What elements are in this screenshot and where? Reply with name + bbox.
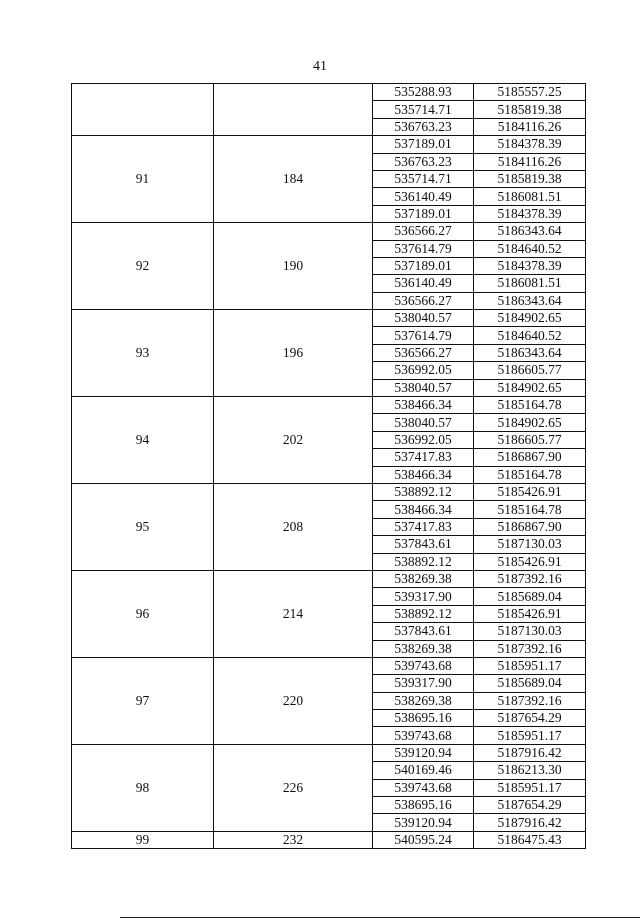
x-coordinate-cell: 538040.57 — [373, 414, 474, 431]
group-value-cell: 220 — [214, 657, 373, 744]
group-value-cell: 232 — [214, 831, 373, 848]
y-coordinate-cell: 5186605.77 — [474, 362, 586, 379]
y-coordinate-cell: 5184902.65 — [474, 310, 586, 327]
x-coordinate-cell: 538892.12 — [373, 553, 474, 570]
y-coordinate-cell: 5185164.78 — [474, 501, 586, 518]
x-coordinate-cell: 537417.83 — [373, 449, 474, 466]
y-coordinate-cell: 5185819.38 — [474, 101, 586, 118]
y-coordinate-cell: 5184640.52 — [474, 327, 586, 344]
x-coordinate-cell: 538695.16 — [373, 710, 474, 727]
table-row — [72, 657, 586, 674]
y-coordinate-cell: 5185164.78 — [474, 397, 586, 414]
y-coordinate-cell: 5187392.16 — [474, 570, 586, 587]
group-id-cell: 95 — [72, 483, 214, 570]
x-coordinate-cell: 539743.68 — [373, 779, 474, 796]
y-coordinate-cell: 5186343.64 — [474, 344, 586, 361]
x-coordinate-cell: 537417.83 — [373, 518, 474, 535]
page-bottom-border — [120, 917, 640, 918]
y-coordinate-cell: 5187392.16 — [474, 692, 586, 709]
group-value-cell: 214 — [214, 570, 373, 657]
y-coordinate-cell: 5186867.90 — [474, 518, 586, 535]
y-coordinate-cell: 5185689.04 — [474, 588, 586, 605]
y-coordinate-cell: 5185819.38 — [474, 170, 586, 187]
x-coordinate-cell: 536763.23 — [373, 153, 474, 170]
group-value-cell: 184 — [214, 136, 373, 223]
group-value-cell: 190 — [214, 223, 373, 310]
x-coordinate-cell: 536566.27 — [373, 223, 474, 240]
x-coordinate-cell: 539317.90 — [373, 588, 474, 605]
table-row — [72, 744, 586, 761]
group-id-cell: 97 — [72, 657, 214, 744]
x-coordinate-cell: 538269.38 — [373, 640, 474, 657]
table-row — [72, 831, 586, 848]
x-coordinate-cell: 538695.16 — [373, 797, 474, 814]
group-id-cell: 96 — [72, 570, 214, 657]
y-coordinate-cell: 5187916.42 — [474, 744, 586, 761]
x-coordinate-cell: 537843.61 — [373, 623, 474, 640]
table-row — [72, 310, 586, 327]
table-row — [72, 136, 586, 153]
y-coordinate-cell: 5187392.16 — [474, 640, 586, 657]
y-coordinate-cell: 5186213.30 — [474, 762, 586, 779]
y-coordinate-cell: 5186343.64 — [474, 223, 586, 240]
x-coordinate-cell: 538040.57 — [373, 379, 474, 396]
y-coordinate-cell: 5184378.39 — [474, 136, 586, 153]
y-coordinate-cell: 5185164.78 — [474, 466, 586, 483]
x-coordinate-cell: 537614.79 — [373, 327, 474, 344]
table-row — [72, 570, 586, 587]
group-id-cell: 92 — [72, 223, 214, 310]
group-id-cell: 93 — [72, 310, 214, 397]
table-row — [72, 84, 586, 101]
coordinates-table — [71, 83, 586, 849]
x-coordinate-cell: 536566.27 — [373, 344, 474, 361]
y-coordinate-cell: 5185426.91 — [474, 605, 586, 622]
y-coordinate-cell: 5187130.03 — [474, 623, 586, 640]
coordinates-table-body — [72, 84, 586, 849]
y-coordinate-cell: 5186343.64 — [474, 292, 586, 309]
x-coordinate-cell: 537189.01 — [373, 205, 474, 222]
x-coordinate-cell: 536140.49 — [373, 188, 474, 205]
group-value-cell: 208 — [214, 483, 373, 570]
x-coordinate-cell: 538269.38 — [373, 570, 474, 587]
group-id-cell: 99 — [72, 831, 214, 848]
x-coordinate-cell: 535714.71 — [373, 170, 474, 187]
table-row — [72, 483, 586, 500]
y-coordinate-cell: 5186605.77 — [474, 431, 586, 448]
x-coordinate-cell: 537189.01 — [373, 136, 474, 153]
group-value-cell: 202 — [214, 397, 373, 484]
y-coordinate-cell: 5185951.17 — [474, 727, 586, 744]
table-row — [72, 223, 586, 240]
y-coordinate-cell: 5186867.90 — [474, 449, 586, 466]
y-coordinate-cell: 5184902.65 — [474, 414, 586, 431]
x-coordinate-cell: 539120.94 — [373, 814, 474, 831]
y-coordinate-cell: 5185951.17 — [474, 779, 586, 796]
x-coordinate-cell: 539317.90 — [373, 675, 474, 692]
x-coordinate-cell: 537189.01 — [373, 257, 474, 274]
x-coordinate-cell: 536140.49 — [373, 275, 474, 292]
y-coordinate-cell: 5184378.39 — [474, 205, 586, 222]
y-coordinate-cell: 5186475.43 — [474, 831, 586, 848]
y-coordinate-cell: 5187130.03 — [474, 536, 586, 553]
group-value-cell — [214, 84, 373, 136]
x-coordinate-cell: 536992.05 — [373, 362, 474, 379]
y-coordinate-cell: 5184116.26 — [474, 153, 586, 170]
x-coordinate-cell: 538892.12 — [373, 483, 474, 500]
x-coordinate-cell: 538892.12 — [373, 605, 474, 622]
x-coordinate-cell: 538466.34 — [373, 501, 474, 518]
x-coordinate-cell: 537614.79 — [373, 240, 474, 257]
y-coordinate-cell: 5184378.39 — [474, 257, 586, 274]
x-coordinate-cell: 536566.27 — [373, 292, 474, 309]
y-coordinate-cell: 5184116.26 — [474, 118, 586, 135]
x-coordinate-cell: 539743.68 — [373, 657, 474, 674]
y-coordinate-cell: 5184640.52 — [474, 240, 586, 257]
group-value-cell: 226 — [214, 744, 373, 831]
y-coordinate-cell: 5185557.25 — [474, 84, 586, 101]
table-row — [72, 397, 586, 414]
x-coordinate-cell: 535714.71 — [373, 101, 474, 118]
group-id-cell — [72, 84, 214, 136]
y-coordinate-cell: 5185951.17 — [474, 657, 586, 674]
y-coordinate-cell: 5186081.51 — [474, 275, 586, 292]
y-coordinate-cell: 5187654.29 — [474, 710, 586, 727]
x-coordinate-cell: 536992.05 — [373, 431, 474, 448]
y-coordinate-cell: 5185689.04 — [474, 675, 586, 692]
x-coordinate-cell: 538466.34 — [373, 397, 474, 414]
group-id-cell: 94 — [72, 397, 214, 484]
y-coordinate-cell: 5185426.91 — [474, 483, 586, 500]
x-coordinate-cell: 538466.34 — [373, 466, 474, 483]
y-coordinate-cell: 5186081.51 — [474, 188, 586, 205]
x-coordinate-cell: 539120.94 — [373, 744, 474, 761]
page-number: 41 — [313, 59, 327, 74]
y-coordinate-cell: 5187654.29 — [474, 797, 586, 814]
x-coordinate-cell: 535288.93 — [373, 84, 474, 101]
x-coordinate-cell: 540595.24 — [373, 831, 474, 848]
x-coordinate-cell: 539743.68 — [373, 727, 474, 744]
y-coordinate-cell: 5185426.91 — [474, 553, 586, 570]
y-coordinate-cell: 5187916.42 — [474, 814, 586, 831]
y-coordinate-cell: 5184902.65 — [474, 379, 586, 396]
x-coordinate-cell: 538269.38 — [373, 692, 474, 709]
x-coordinate-cell: 536763.23 — [373, 118, 474, 135]
group-id-cell: 91 — [72, 136, 214, 223]
group-id-cell: 98 — [72, 744, 214, 831]
group-value-cell: 196 — [214, 310, 373, 397]
x-coordinate-cell: 538040.57 — [373, 310, 474, 327]
x-coordinate-cell: 540169.46 — [373, 762, 474, 779]
x-coordinate-cell: 537843.61 — [373, 536, 474, 553]
